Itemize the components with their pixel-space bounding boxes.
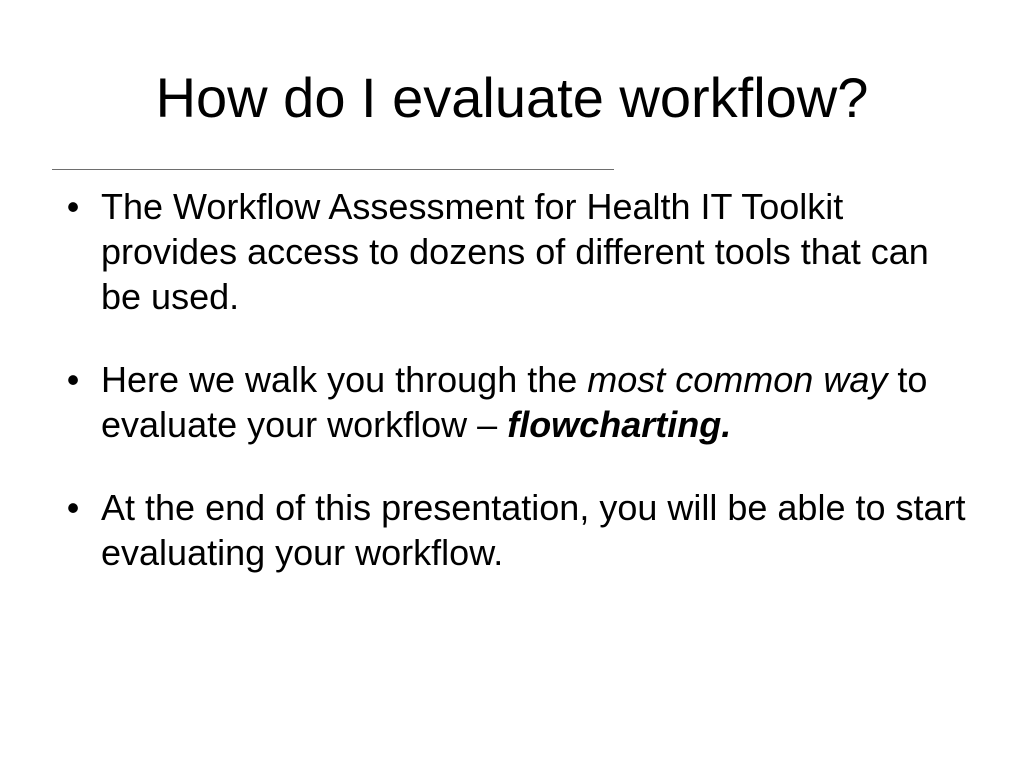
bullet-item-toolkit: [58, 184, 978, 319]
bullet-text-part: to evaluate your workflow –: [101, 359, 928, 445]
bullet-item-walkthrough: [58, 357, 978, 447]
bullet-strong-emphasis-text: flowcharting.: [507, 404, 732, 445]
title-divider: [52, 169, 614, 170]
slide-title: How do I evaluate workflow?: [155, 66, 869, 129]
bullet-text: At the end of this presentation, you will be able to start evaluating your workflow.: [101, 487, 966, 573]
bullet-list: [58, 184, 978, 613]
bullet-text-part: Here we walk you through the: [101, 359, 588, 400]
bullet-text: The Workflow Assessment for Health IT Toolkit provides access to dozens of different tools that can be used.: [101, 186, 929, 317]
bullet-marker: •: [66, 359, 80, 400]
bullet-emphasis-text: most common way: [587, 359, 888, 400]
bullet-marker: •: [66, 186, 80, 227]
bullet-marker: •: [66, 487, 80, 528]
bullet-item-outcome: [58, 485, 978, 575]
